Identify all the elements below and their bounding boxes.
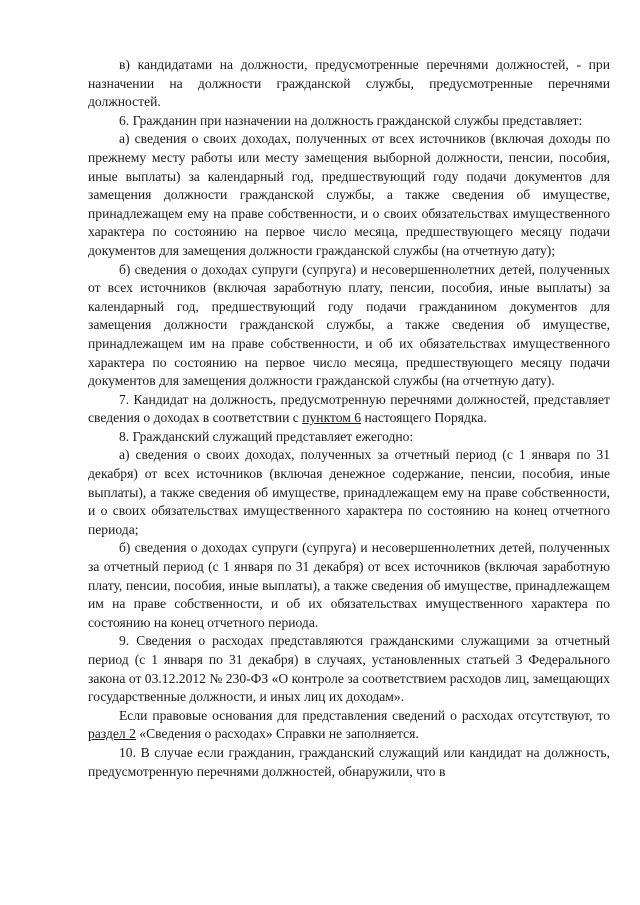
paragraph-9: 9. Сведения о расходах представляются гражданскими служащими за отчетный период (с 1 января по 31 декабря) в случаях, установленных статьей 3 Федерального закона от 03.12.2012 № 230-ФЗ «О контроле за соответствием расходов лиц, замещающих государственные должности, и иных лиц их доходам». <box>88 633 610 705</box>
paragraph-7-tail: настоящего Порядка. <box>361 410 487 426</box>
link-punkt-6[interactable]: пунктом 6 <box>302 410 362 426</box>
link-razdel-2[interactable]: раздел 2 <box>88 726 136 742</box>
paragraph-6a: а) сведения о своих доходах, полученных от всех источников (включая доходы по прежнему месту работы или месту замещения выборной должности, пенсии, пособия, иные выплаты) за календарный год, предшествующий году подачи документов для замещения должности гражданской службы, а также сведения об имуществе, принадлежащем ему на праве собственности, и о своих обязательствах имущественного характера по состоянию на первое число месяца, предшествующего месяцу подачи документов для замещения должности гражданской службы (на отчетную дату); <box>88 131 610 258</box>
paragraph-6: 6. Гражданин при назначении на должность гражданской службы представляет: <box>119 112 583 128</box>
paragraph-8a: а) сведения о своих доходах, полученных за отчетный период (с 1 января по 31 декабря) от всех источников (включая денежное содержание, пенсии, пособия, иные выплаты), а также сведения об имуществе, принадлежащем ему на праве собственности, и о своих обязательствах имущественного характера по состоянию на конец отчетного периода; <box>88 447 610 537</box>
paragraph-9-note <box>88 707 610 744</box>
paragraph-6b: б) сведения о доходах супруги (супруга) и несовершеннолетних детей, полученных от всех источников (включая заработную плату, пенсии, пособия, иные выплаты) за календарный год, предшествующий году подачи гражданином документов для замещения должности гражданской службы, а также сведения об имуществе, принадлежащем им на праве собственности, и об их обязательствах имущественного характера по состоянию на первое число месяца, предшествующего месяцу подачи документов для замещения должности гражданской службы (на отчетную дату). <box>88 261 610 389</box>
paragraph-8b: б) сведения о доходах супруги (супруга) и несовершеннолетних детей, полученных за отчетный период (с 1 января по 31 декабря) от всех источников (включая заработную плату, пенсии, пособия, иные выплаты), а также сведения об имуществе, принадлежащем им на праве собственности, и об их обязательствах имущественного характера по состоянию на конец отчетного периода. <box>88 540 610 630</box>
paragraph-9-note-tail: «Сведения о расходах» Справки не заполняется. <box>135 726 419 742</box>
paragraph-8: 8. Гражданский служащий представляет ежегодно: <box>119 428 414 444</box>
paragraph-9-note-text: Если правовые основания для представления сведений о расходах отсутствуют, то <box>119 707 610 723</box>
paragraph-7 <box>88 391 610 428</box>
paragraph-v-candidates: в) кандидатами на должности, предусмотренные перечнями должностей, - при назначении на должности гражданской службы, предусмотренные перечнями должностей. <box>88 57 610 110</box>
paragraph-10: 10. В случае если гражданин, гражданский служащий или кандидат на должность, предусмотренную перечнями должностей, обнаружили, что в <box>88 744 610 779</box>
paragraph-7-text: 7. Кандидат на должность, предусмотренную перечнями должностей, представляет сведения о доходах в соответствии с <box>88 391 610 426</box>
